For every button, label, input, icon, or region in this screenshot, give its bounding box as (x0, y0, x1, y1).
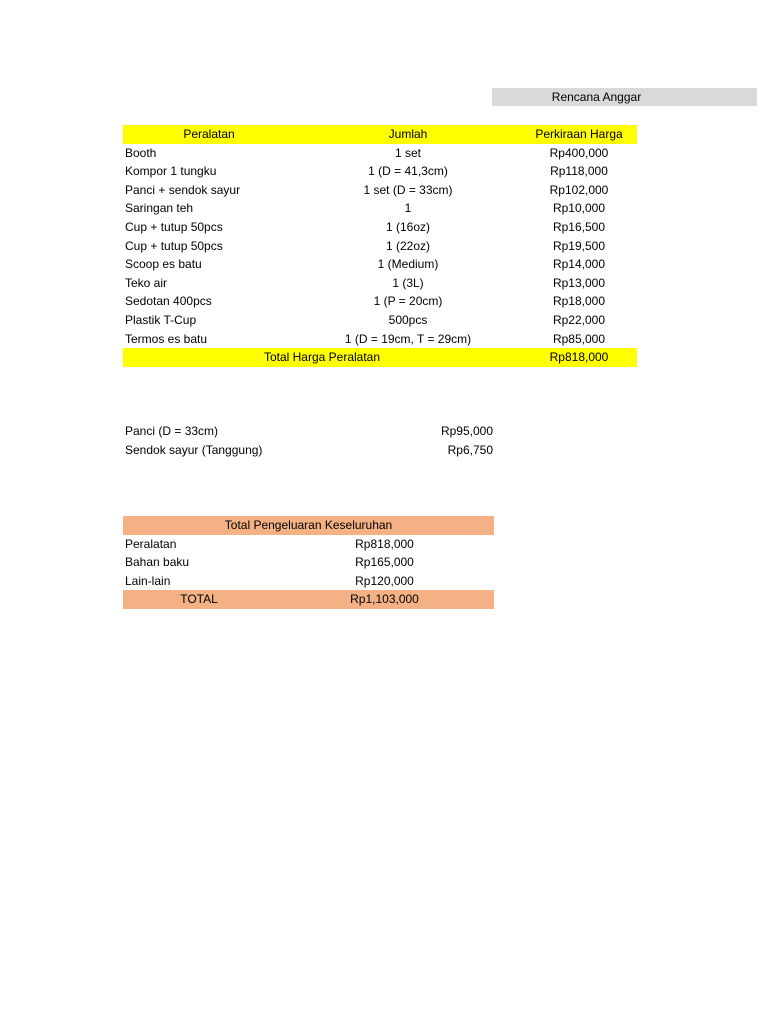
qty-cell: 1 (22oz) (385, 238, 431, 253)
price-cell: Rp18,000 (552, 294, 606, 309)
extra-item-name: Panci (D = 33cm) (125, 424, 219, 438)
qty-cell: 1 (D = 19cm, T = 29cm) (344, 331, 472, 346)
price-cell: Rp10,000 (552, 201, 606, 216)
equipment-total-label: Total Harga Peralatan (123, 348, 521, 367)
summary-label: Peralatan (125, 536, 177, 551)
qty-cell: 1 (P = 20cm) (373, 294, 443, 309)
extra-item-price: Rp95,000 (440, 424, 493, 438)
extra-item-price: Rp6,750 (447, 442, 493, 457)
item-cell: Cup + tutup 50pcs (125, 238, 223, 253)
table-row (123, 162, 637, 181)
price-cell: Rp118,000 (550, 164, 608, 179)
price-cell: Rp16,500 (552, 219, 606, 234)
price-cell: Rp102,000 (549, 182, 609, 197)
summary-header: Total Pengeluaran Keseluruhan (123, 516, 494, 535)
item-cell: Scoop es batu (125, 257, 202, 272)
item-cell: Teko air (125, 275, 168, 290)
table-row (123, 181, 637, 200)
qty-cell: 1 (404, 201, 412, 216)
item-cell: Saringan teh (125, 201, 194, 216)
summary-total-label: TOTAL (123, 590, 275, 609)
summary-label: Bahan baku (125, 555, 190, 570)
item-cell: Termos es batu (125, 331, 208, 346)
item-cell: Cup + tutup 50pcs (125, 219, 223, 234)
summary-value: Rp818,000 (355, 536, 414, 551)
table-row (123, 330, 637, 349)
equipment-table (123, 125, 637, 367)
summary-value: Rp165,000 (355, 555, 414, 570)
qty-cell: 500pcs (388, 312, 428, 327)
price-cell: Rp19,500 (552, 238, 606, 253)
summary-total-row (123, 590, 494, 609)
table-row (123, 572, 494, 591)
header-peralatan: Peralatan (123, 125, 295, 144)
price-cell: Rp14,000 (552, 257, 606, 272)
summary-value: Rp120,000 (355, 573, 414, 588)
price-cell: Rp400,000 (549, 145, 609, 160)
summary-label: Lain-lain (125, 573, 171, 588)
qty-cell: 1 (D = 41,3cm) (368, 164, 448, 179)
price-cell: Rp85,000 (552, 331, 606, 346)
table-row (123, 292, 637, 311)
list-item (123, 422, 493, 441)
qty-cell: 1 set (D = 33cm) (363, 182, 453, 197)
qty-cell: 1 (3L) (392, 275, 424, 290)
item-cell: Plastik T-Cup (125, 312, 197, 327)
table-row (123, 255, 637, 274)
list-item (123, 441, 493, 460)
table-row (123, 144, 637, 163)
header-harga: Perkiraan Harga (521, 125, 637, 144)
qty-cell: 1 (Medium) (377, 257, 439, 272)
header-jumlah: Jumlah (295, 125, 521, 144)
summary-total-value: Rp1,103,000 (275, 590, 494, 609)
table-row (123, 311, 637, 330)
sheet-title: Rencana Anggar (551, 90, 642, 104)
extra-items-table (123, 422, 493, 459)
item-cell: Sedotan 400pcs (125, 294, 212, 309)
extra-item-name: Sendok sayur (Tanggung) (125, 442, 263, 457)
table-row (123, 218, 637, 237)
summary-header-row (123, 516, 494, 535)
item-cell: Booth (125, 145, 157, 160)
summary-table (123, 516, 494, 609)
equipment-total-value: Rp818,000 (521, 348, 637, 367)
item-cell: Panci + sendok sayur (125, 182, 241, 197)
item-cell: Kompor 1 tungku (125, 164, 217, 179)
equipment-total-row (123, 348, 637, 367)
table-row (123, 535, 494, 554)
price-cell: Rp22,000 (552, 312, 606, 327)
qty-cell: 1 set (394, 145, 421, 160)
qty-cell: 1 (16oz) (385, 219, 431, 234)
table-row (123, 553, 494, 572)
sheet-title-bar (492, 88, 757, 106)
price-cell: Rp13,000 (552, 275, 606, 290)
equipment-header-row (123, 125, 637, 144)
table-row (123, 237, 637, 256)
table-row (123, 274, 637, 293)
table-row (123, 199, 637, 218)
